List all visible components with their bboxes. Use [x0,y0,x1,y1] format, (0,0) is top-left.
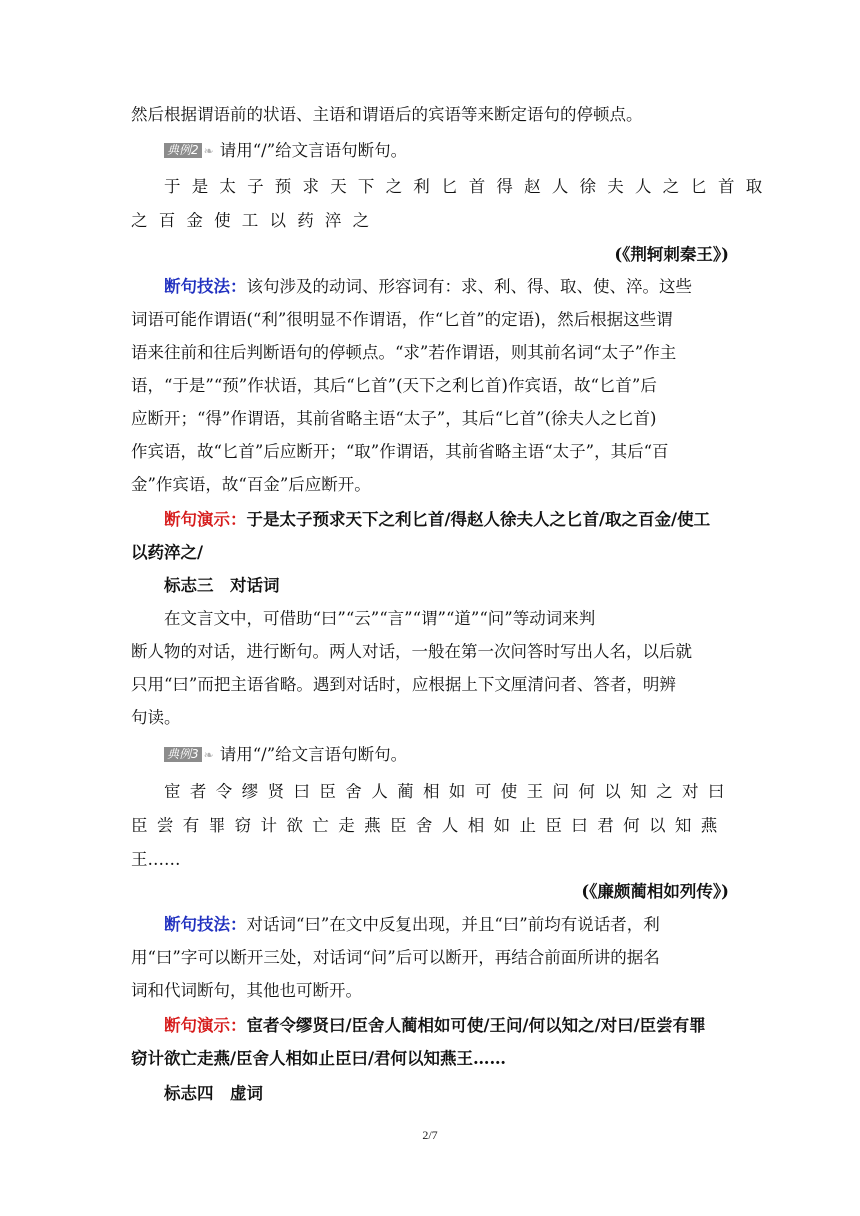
technique-line: 金”作宾语，故“百金”后应断开。 [131,475,371,494]
leaf-icon: ❧ [203,748,214,762]
example-3-header [164,743,407,767]
technique-line [164,275,692,299]
example-2-header [164,139,407,163]
technique-text: 对话词“曰”在文中反复出现，并且“曰”前均有说话者，利 [246,915,660,934]
classical-text-line: 宦者令缪贤曰臣舍人蔺相如可使王问何以知之对曰 [164,782,734,801]
classical-text-line: 于是太子预求天下之利匕首得赵人徐夫人之匕首取 [164,177,774,196]
demo-label: 断句演示： [164,510,247,529]
example-badge: 典例3 [164,747,202,762]
technique-line: 词语可能作谓语(“利”很明显不作谓语，作“匕首”的定语)，然后根据这些谓 [131,310,673,329]
classical-text-line: 臣尝有罪窃计欲亡走燕臣舍人相如止臣曰君何以知燕 [131,816,727,835]
technique-line: 应断开；“得”作谓语，其前省略主语“太子”，其后“匕首”(徐夫人之匕首) [131,409,657,428]
source-citation: (《荆轲刺秦王》) [614,245,729,264]
example-badge: 典例2 [164,143,202,158]
demo-line: 以药淬之/ [131,543,204,562]
example-prompt: 请用“/”给文言语句断句。 [219,141,408,160]
source-citation: (《廉颇蔺相如列传》) [581,882,729,901]
paragraph-line: 在文言文中，可借助“曰”“云”“言”“谓”“道”“问”等动词来判 [164,609,596,628]
section-heading: 标志三 对话词 [164,576,280,595]
demo-label: 断句演示： [164,1016,247,1035]
demo-line [164,1014,706,1038]
demo-line [164,508,710,532]
demo-text: 于是太子预求天下之利匕首/得赵人徐夫人之匕首/取之百金/使工 [246,510,711,529]
page-number: 2/7 [422,1128,438,1142]
technique-text: 该句涉及的动词、形容词有：求、利、得、取、使、淬。这些 [246,277,692,296]
paragraph-line: 断人物的对话，进行断句。两人对话，一般在第一次问答时写出人名，以后就 [131,642,692,661]
classical-text-line: 之百金使工以药淬之 [131,211,381,230]
technique-label: 断句技法： [164,915,247,934]
technique-line: 语，“于是”“预”作状语，其后“匕首”(天下之利匕首)作宾语，故“匕首”后 [131,376,657,395]
technique-line: 语来往前和往后判断语句的停顿点。“求”若作谓语，则其前名词“太子”作主 [131,343,677,362]
technique-line: 词和代词断句，其他也可断开。 [131,981,362,1000]
section-heading: 标志四 虚词 [164,1084,263,1103]
paragraph-line: 句读。 [131,708,181,727]
technique-line [164,913,660,937]
leaf-icon: ❧ [203,144,214,158]
technique-line: 用“曰”字可以断开三处，对话词“问”后可以断开，再结合前面所讲的据名 [131,948,660,967]
paragraph-line: 然后根据谓语前的状语、主语和谓语后的宾语等来断定语句的停顿点。 [131,105,643,124]
technique-label: 断句技法： [164,277,247,296]
demo-text: 宦者令缪贤曰/臣舍人蔺相如可使/王问/何以知之/对曰/臣尝有罪 [246,1016,706,1035]
example-prompt: 请用“/”给文言语句断句。 [219,745,408,764]
classical-text-line: 王…… [131,850,181,869]
demo-line: 窃计欲亡走燕/臣舍人相如止臣曰/君何以知燕王…… [131,1049,507,1068]
paragraph-line: 只用“曰”而把主语省略。遇到对话时，应根据上下文厘清问者、答者，明辨 [131,675,676,694]
technique-line: 作宾语，故“匕首”后应断开；“取”作谓语，其前省略主语“太子”，其后“百 [131,442,669,461]
